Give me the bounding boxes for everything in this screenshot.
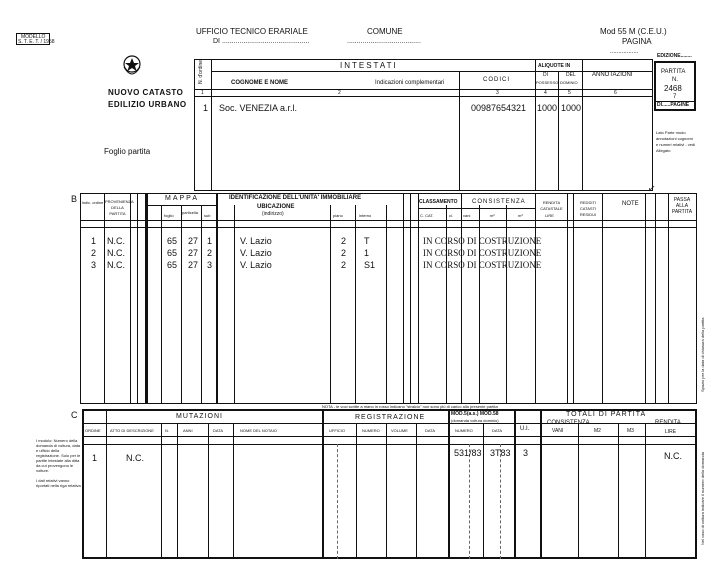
- col-particella: particella: [182, 210, 199, 215]
- col-foglio: foglio: [164, 213, 174, 218]
- section-c-box: [82, 409, 697, 559]
- edizione-label: EDIZIONE........: [657, 53, 692, 59]
- col-dominio: DOMINIO: [560, 80, 578, 85]
- b-row3-interno: S1: [364, 260, 376, 270]
- c-left-notes: I modulo: Numero della domanda di voltura, data e ufficio della registrazione. Solo per le partite intestate alla ditta da cui provengono le volture.: [36, 438, 81, 473]
- b-row2-status: IN CORSO DI COSTRUZIONE: [423, 248, 542, 258]
- b-row1-status: IN CORSO DI COSTRUZIONE: [423, 236, 542, 246]
- col-interno: interno: [359, 213, 372, 218]
- form-stamp: [16, 33, 55, 45]
- col-lire: LIRE: [545, 213, 554, 218]
- c-left-notes-2: I dati relativi vanno riportati nella riga relativa: [36, 478, 81, 488]
- c-col-numero2: NUMERO: [455, 428, 473, 433]
- section-b-side-text: Spazio per la data di chiusura della partita: [700, 317, 705, 392]
- c-col-vani: VANI: [552, 428, 564, 434]
- c-col-ufficio: UFFICIO: [329, 428, 345, 433]
- consistenza-header: CONSISTENZA: [472, 199, 526, 205]
- c-col-m2: M2: [594, 428, 601, 434]
- c-col-data: DATA: [213, 428, 224, 433]
- intestati-box: [194, 59, 653, 191]
- partita-box: [654, 61, 696, 111]
- col-indicazioni: Indicazioni complementari: [375, 80, 445, 86]
- totali-header: TOTALI DI PARTITA: [566, 411, 647, 418]
- stamp-line-2: S. T. E. T. / 1958: [18, 39, 55, 45]
- mod-subheader: (domanda voltura dominio): [451, 418, 499, 423]
- intestato-n: 1: [203, 103, 209, 113]
- office-di: DI .............................................: [213, 38, 310, 45]
- col-num-4: 4: [544, 90, 547, 96]
- col-annotazioni: ANNOTAZIONI: [592, 72, 633, 78]
- b-row3-via: V. Lazio: [240, 260, 272, 270]
- comune-dots: ......................................: [347, 38, 421, 45]
- col-num-2: 2: [338, 90, 341, 96]
- logo-title-1: NUOVO CATASTO: [108, 88, 184, 97]
- c-row-data: 3T83: [490, 448, 511, 458]
- partita-n-label: N.: [672, 77, 678, 83]
- b-row3-part: 27: [188, 260, 199, 270]
- b-row1-piano: 2: [341, 236, 347, 246]
- stamp-line-1: MODELLO: [21, 34, 46, 40]
- b-row1-foglio: 65: [167, 236, 178, 246]
- col-redditi: REDDITI CATASTI RESIDUI: [579, 200, 597, 217]
- col-provenienza: PROVENIENZA DELLA PARTITA: [105, 199, 134, 216]
- c-col-numero: NUMERO: [362, 428, 380, 433]
- ident-header: IDENTIFICAZIONE DELL'UNITA' IMMOBILIARE: [229, 195, 362, 201]
- model-number: Mod 55 M (C.E.U.): [600, 27, 667, 36]
- b-row3-prov: N.C.: [107, 260, 125, 270]
- pagina-label: PAGINA: [622, 37, 652, 46]
- col-m3: m³: [518, 213, 523, 218]
- registrazione-header: REGISTRAZIONE: [355, 414, 426, 421]
- col-note: NOTE: [622, 201, 639, 207]
- partita-number: 2468: [664, 84, 682, 93]
- pagina-dots: .................: [610, 49, 639, 55]
- side-note: Lato Parte modo annotazioni cognomi e numeri relativi - vedi Allegato: [656, 130, 696, 153]
- intestato-name: Soc. VENEZIA a.r.l.: [219, 103, 298, 113]
- classamento-header: CLASSAMENTO: [419, 199, 458, 205]
- col-vani: vani: [463, 213, 471, 218]
- c-col-ordine: ORDINE: [85, 428, 101, 433]
- ubicazione-header: UBICAZIONE: [257, 204, 295, 210]
- indirizzo-header: (indirizzo): [262, 211, 284, 217]
- b-row1-part: 27: [188, 236, 199, 246]
- col-num-6: 6: [614, 90, 617, 96]
- col-aliquote: ALIQUOTE IN: [538, 63, 571, 69]
- col-mq: m²: [490, 213, 495, 218]
- col-ordine: Indic. ordine: [81, 200, 104, 205]
- c-col-m3: M3: [627, 428, 634, 434]
- lire-header: LIRE: [665, 429, 677, 435]
- section-c-side-text: Nel caso di voltura indicare il numero della domanda: [700, 452, 705, 545]
- b-row2-interno: 1: [364, 248, 370, 258]
- b-row2-via: V. Lazio: [240, 248, 272, 258]
- b-row3-status: IN CORSO DI COSTRUZIONE: [423, 260, 542, 270]
- intestato-aliquota-di: 1000: [537, 103, 558, 113]
- col-sub: sub: [204, 213, 211, 218]
- partita-pagine: DI......PAGINE: [657, 102, 690, 108]
- intestati-title: INTESTATI: [340, 61, 398, 70]
- col-num-5: 5: [568, 90, 571, 96]
- mod-header: MOD.5(a.s.) MOD.58: [451, 411, 499, 417]
- logo-title-2: EDILIZIO URBANO: [108, 100, 187, 109]
- b-row1-via: V. Lazio: [240, 236, 272, 246]
- b-row3-n: 3: [91, 260, 97, 270]
- mappa-header: MAPPA: [165, 195, 199, 202]
- b-row1-interno: T: [364, 236, 370, 246]
- section-b-footnote: NOTA - le voci scritte a mano in rosso indicano "stralcio" non sono più di carico alla presente partita: [322, 404, 498, 409]
- c-col-notaio: NOME DEL NOTAIO: [240, 428, 277, 433]
- arrow-icon: ↙: [648, 183, 656, 193]
- b-row1-prov: N.C.: [107, 236, 125, 246]
- b-row2-part: 27: [188, 248, 199, 258]
- col-possesso: POSSESSO: [536, 80, 559, 85]
- col-cat: C. CAT.: [420, 213, 434, 218]
- c-row-desc: N.C.: [126, 453, 144, 463]
- c-col-n: N.: [165, 428, 169, 433]
- mutazioni-header: MUTAZIONI: [176, 413, 223, 420]
- b-row2-foglio: 65: [167, 248, 178, 258]
- comune-label: COMUNE: [367, 27, 403, 36]
- b-row3-foglio: 65: [167, 260, 178, 270]
- consistenza-c-header: CONSISTENZA: [547, 420, 590, 426]
- col-di: DI: [543, 72, 548, 78]
- rendita-header: RENDITA: [655, 420, 681, 426]
- b-row2-piano: 2: [341, 248, 347, 258]
- c-row-n: 1: [92, 453, 98, 463]
- c-col-data2: DATA: [425, 428, 436, 433]
- col-num-3: 3: [496, 90, 499, 96]
- emblem-icon: [121, 53, 143, 81]
- c-row-rendita: N.C.: [664, 451, 682, 461]
- col-codici: CODICI: [483, 77, 510, 83]
- col-num-1: 1: [201, 90, 204, 96]
- col-del: DEL: [566, 72, 576, 78]
- intestato-code: 00987654321: [471, 103, 527, 113]
- section-b-letter: B: [71, 194, 78, 204]
- partita-sub: 7: [673, 94, 677, 100]
- b-row3-sub: 3: [207, 260, 213, 270]
- partita-label: PARTITA: [661, 69, 686, 75]
- c-col-ui: U.I.: [520, 426, 530, 432]
- c-col-volume: VOLUME: [391, 428, 408, 433]
- c-col-data3: DATA: [492, 428, 503, 433]
- c-row-numero: 531/83: [454, 448, 482, 458]
- col-rendita: RENDITA CATASTALE: [540, 200, 563, 211]
- office-label: UFFICIO TECNICO ERARIALE: [196, 27, 308, 36]
- col-cl: cl.: [449, 213, 453, 218]
- c-col-anni: ANNI: [183, 428, 193, 433]
- b-row1-n: 1: [91, 236, 97, 246]
- c-row-ui: 3: [523, 448, 529, 458]
- b-row2-sub: 2: [207, 248, 213, 258]
- c-col-atto: ATTO DI DESCRIZIONE: [110, 428, 154, 433]
- section-c-letter: C: [71, 410, 78, 420]
- b-row2-prov: N.C.: [107, 248, 125, 258]
- section-b-box: [80, 193, 697, 404]
- b-row1-sub: 1: [207, 236, 213, 246]
- n-ordine-label: N. d'ordine: [198, 59, 204, 84]
- col-passa: PASSA ALLA PARTITA: [671, 197, 693, 215]
- b-row2-n: 2: [91, 248, 97, 258]
- intestato-aliquota-del: 1000: [561, 103, 582, 113]
- foglio-partita-label: Foglio partita: [104, 147, 151, 156]
- b-row3-piano: 2: [341, 260, 347, 270]
- col-piano: piano: [333, 213, 343, 218]
- col-cognome: COGNOME E NOME: [231, 80, 289, 86]
